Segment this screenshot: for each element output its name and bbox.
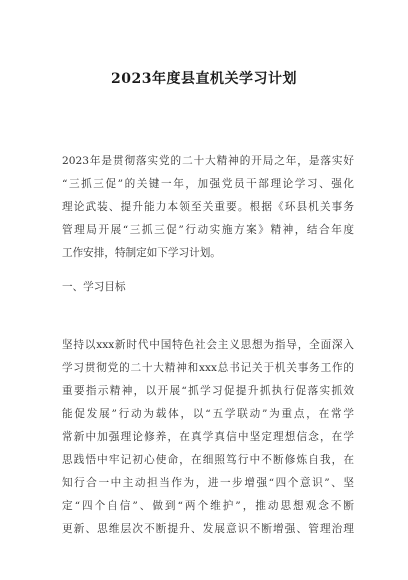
intro-line: 理论武装、提升能力本领至关重要。根据《环县机关事务 (62, 201, 354, 213)
intro-line: 管理局开展“三抓三促”行动实施方案》精神，结合年度 (62, 224, 354, 236)
goal-line: 思践悟中牢记初心使命，在细照笃行中不断修炼自我，在 (62, 454, 354, 466)
goal-line: 定“四个自信”、做到“两个维护”，推动思想观念不断 (62, 500, 354, 512)
document-title: 2023年度县直机关学习计划 (111, 71, 297, 87)
goal-line: 坚持以xxx新时代中国特色社会主义思想为指导，全面深入 (62, 339, 354, 351)
goal-line: 常新中加强理论修养，在真学真信中坚定理想信念，在学 (62, 431, 354, 443)
section-heading: 一、学习目标 (62, 281, 126, 293)
goal-line: 重要指示精神，以开展“抓学习促提升抓执行促落实抓效 (62, 385, 354, 397)
goal-line: 能促发展”行动为载体，以“五学联动”为重点，在常学 (62, 408, 354, 420)
intro-line: 2023年是贯彻落实党的二十大精神的开局之年，是落实好 (62, 155, 354, 167)
intro-line: “三抓三促”的关键一年，加强党员干部理论学习、强化 (62, 178, 354, 190)
goal-paragraph (62, 334, 354, 541)
goal-line: 更新、思维层次不断提升、发展意识不断增强、管理治理 (62, 523, 354, 535)
intro-line: 工作安排，特制定如下学习计划。 (62, 247, 221, 259)
intro-paragraph (62, 150, 354, 265)
goal-line: 学习贯彻党的二十大精神和xxx总书记关于机关事务工作的 (62, 362, 354, 374)
goal-line: 知行合一中主动担当作为，进一步增强“四个意识”、坚 (62, 477, 354, 489)
